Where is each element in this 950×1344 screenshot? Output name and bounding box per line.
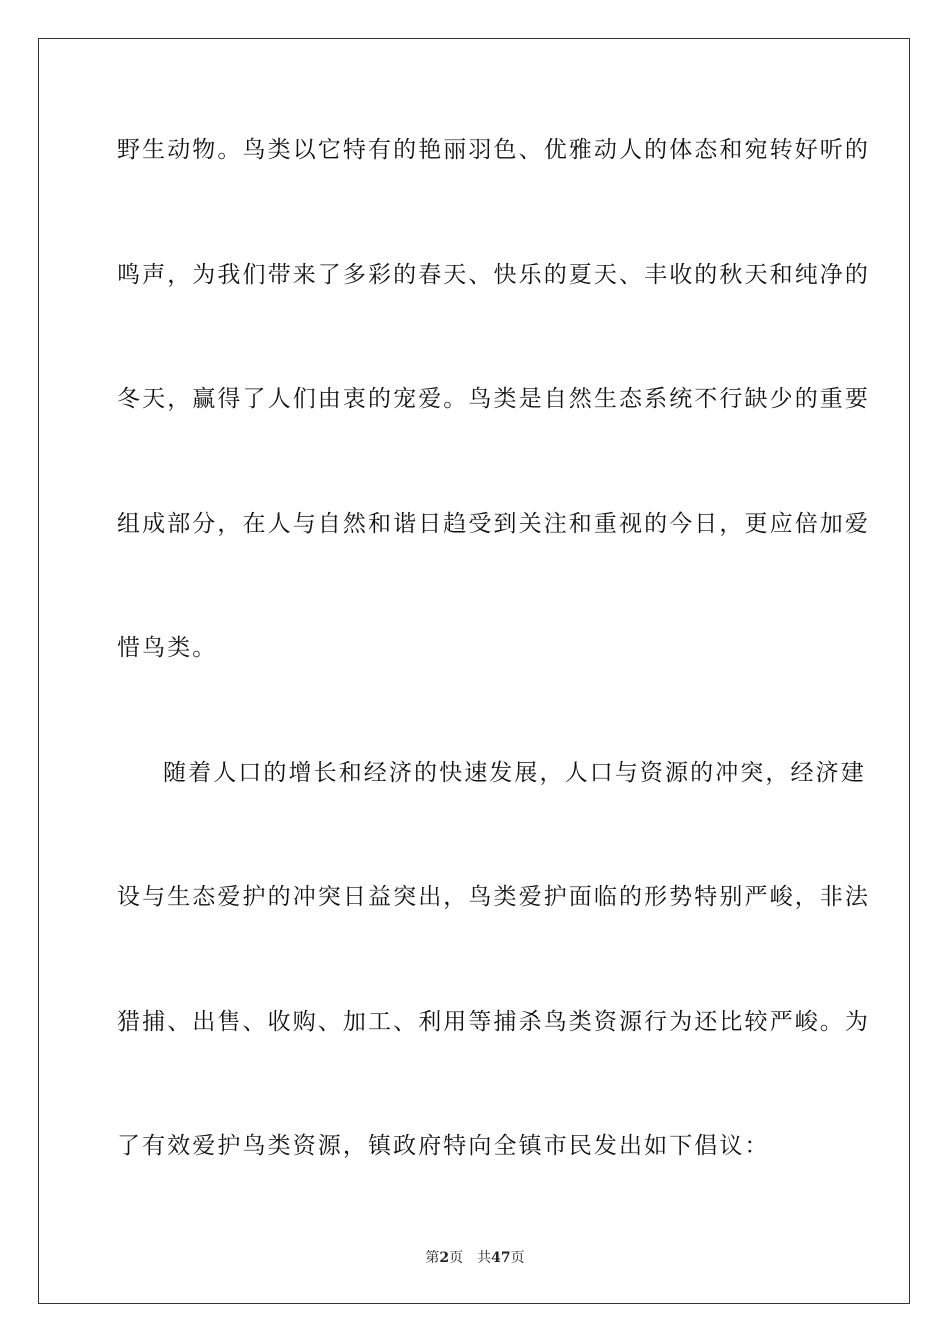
total-pages: 47 — [491, 1250, 511, 1266]
page-prefix: 第 — [425, 1250, 440, 1266]
page-number: 2 — [439, 1250, 450, 1266]
text-line-1: 野生动物。鸟类以它特有的艳丽羽色、优雅动人的体态和宛转好听的 — [117, 137, 870, 163]
text-line-3: 冬天，赢得了人们由衷的宠爱。鸟类是自然生态系统不行缺少的重要 — [117, 386, 870, 412]
page-footer — [0, 1249, 950, 1267]
text-line-2: 鸣声，为我们带来了多彩的春天、快乐的夏天、丰收的秋天和纯净的 — [117, 262, 870, 288]
text-line-4: 组成部分，在人与自然和谐日趋受到关注和重视的今日，更应倍加爱 — [117, 511, 870, 537]
text-line-5: 惜鸟类。 — [117, 635, 218, 661]
text-line-6: 随着人口的增长和经济的快速发展，人口与资源的冲突，经济建 — [163, 760, 866, 786]
text-line-7: 设与生态爱护的冲突日益突出，鸟类爱护面临的形势特别严峻，非法 — [117, 884, 870, 910]
total-prefix: 共 — [477, 1250, 492, 1266]
text-line-9: 了有效爱护鸟类资源，镇政府特向全镇市民发出如下倡议： — [117, 1133, 770, 1159]
total-suffix: 页 — [510, 1250, 525, 1266]
page-suffix: 页 — [449, 1250, 464, 1266]
text-line-8: 猎捕、出售、收购、加工、利用等捕杀鸟类资源行为还比较严峻。为 — [117, 1009, 870, 1035]
page-frame — [38, 38, 910, 1304]
